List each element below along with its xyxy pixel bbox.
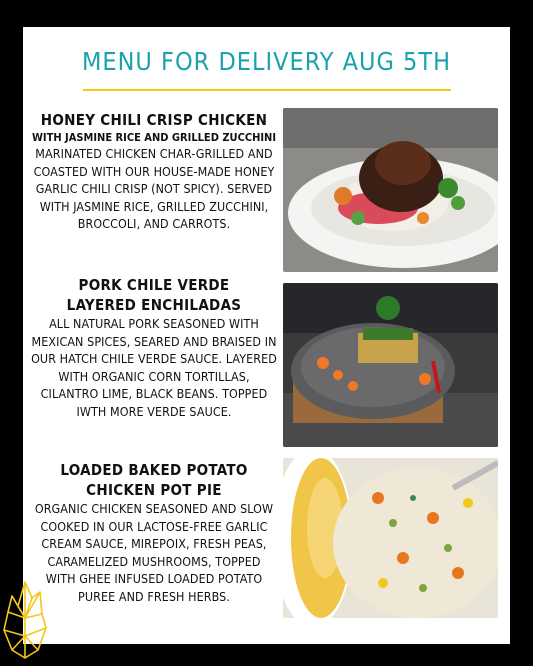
menu-item-1-photo: [283, 108, 498, 272]
geometric-flame-logo-icon: [2, 578, 48, 666]
title-underline: [83, 89, 451, 91]
menu-item-2-description: ALL NATURAL PORK SEASONED WITH MEXICAN SPICES, SEARED AND BRAISED IN OUR HATCH CHILE VERDE SAUCE. LAYERED WITH ORGANIC CORN TORTILLAS, CILANTRO LIME, BLACK BEANS. TOPPED IWTH MORE VERDE SAUCE.: [31, 316, 277, 419]
menu-item-3-photo: [283, 458, 498, 618]
menu-item-3-description: ORGANIC CHICKEN SEASONED AND SLOW COOKED IN OUR LACTOSE-FREE GARLIC CREAM SAUCE, MIREPOIX, FRESH PEAS, CARAMELIZED MUSHROOMS, TOPPED WITH GHEE INFUSED LOADED POTATO PUREE AND FRESH HERBS.: [34, 501, 274, 604]
menu-item-3: [23, 460, 285, 606]
menu-item-3-name: LOADED BAKED POTATO CHICKEN POT PIE: [60, 461, 248, 499]
menu-item-1-subtitle: WITH JASMINE RICE AND GRILLED ZUCCHINI: [31, 131, 277, 144]
menu-title: MENU FOR DELIVERY AUG 5TH: [81, 47, 451, 76]
menu-item-1-name: HONEY CHILI CRISP CHICKEN: [40, 111, 268, 129]
menu-item-1: [23, 110, 285, 233]
menu-item-2-name: PORK CHILE VERDE LAYERED ENCHILADAS: [66, 276, 242, 314]
menu-item-2: [23, 275, 285, 421]
menu-card: [23, 27, 510, 644]
menu-item-2-photo: [283, 283, 498, 447]
menu-item-1-description: MARINATED CHICKEN CHAR-GRILLED AND COASTED WITH OUR HOUSE-MADE HONEY GARLIC CHILI CRISP (NOT SPICY). SERVED WITH JASMINE RICE, GRILLED ZUCCHINI, BROCCOLI, AND CARROTS.: [33, 146, 275, 232]
